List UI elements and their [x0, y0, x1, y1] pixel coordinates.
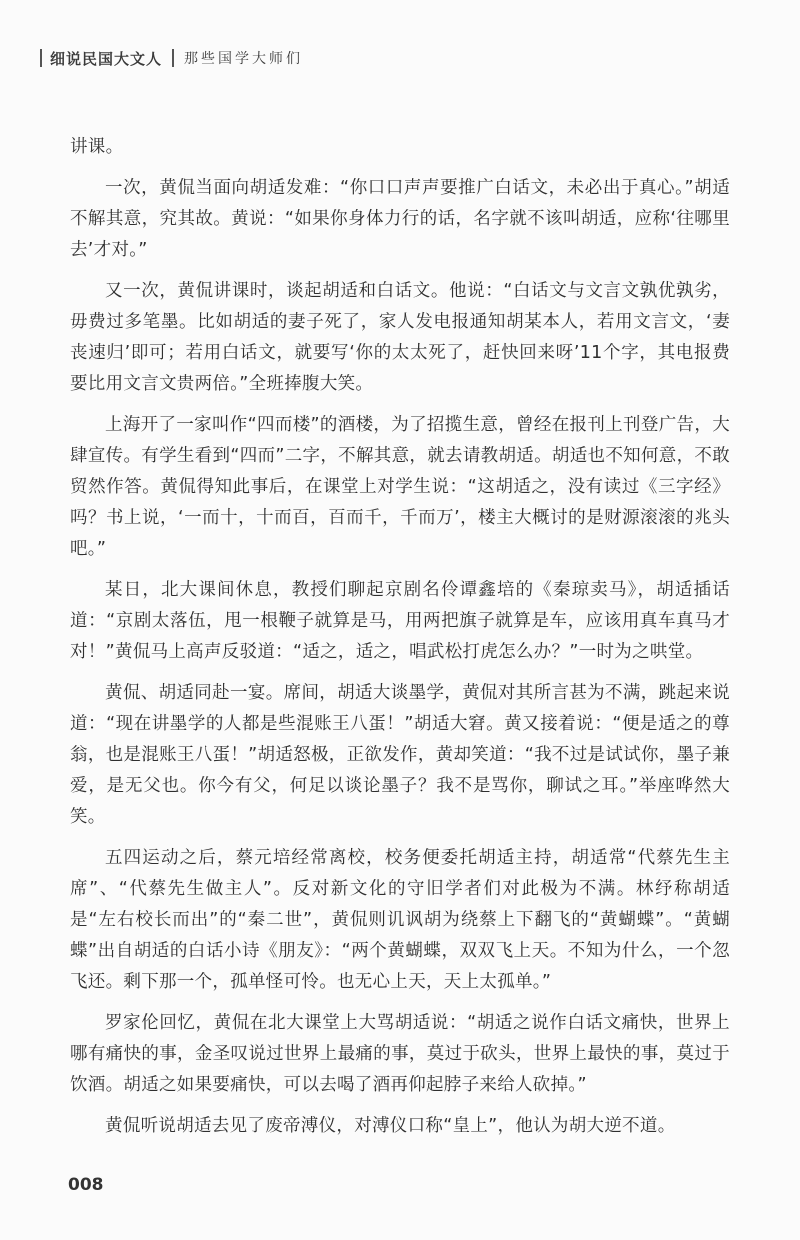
header-mid-divider	[172, 49, 174, 67]
series-title: 细说民国大文人	[50, 49, 163, 68]
paragraph: 又一次，黄侃讲课时，谈起胡适和白话文。他说：“白话文与文言文孰优孰劣，毋费过多笔墨。比如胡适的妻子死了，家人发电报通知胡某本人，若用文言文，‘妻丧速归’即可；若用白话文，就要写‘你的太太死了，赶快回来呀’11个字，其电报费要比用文言文贵两倍。”全班捧腹大笑。	[70, 281, 730, 394]
running-header	[40, 45, 303, 71]
paragraph: 黄侃听说胡适去见了废帝溥仪，对溥仪口称“皇上”，他认为胡大逆不道。	[105, 1116, 676, 1136]
paragraph: 一次，黄侃当面向胡适发难：“你口口声声要推广白话文，未必出于真心。”胡适不解其意，究其故。黄说：“如果你身体力行的话，名字就不该叫胡适，应称‘往哪里去’才对。”	[70, 178, 730, 260]
paragraph: 罗家伦回忆，黄侃在北大课堂上大骂胡适说：“胡适之说作白话文痛快，世界上哪有痛快的事，金圣叹说过世界上最痛的事，莫过于砍头，世界上最快的事，莫过于饮酒。胡适之如果要痛快，可以去喝了酒再仰起脖子来给人砍掉。”	[70, 1013, 730, 1095]
paragraph: 讲课。	[70, 137, 124, 157]
paragraph: 某日，北大课间休息，教授们聊起京剧名伶谭鑫培的《秦琼卖马》，胡适插话道：“京剧太落伍，甩一根鞭子就算是马，用两把旗子就算是车，应该用真车真马才对！”黄侃马上高声反驳道：“适之，适之，唱武松打虎怎么办？”一时为之哄堂。	[70, 580, 730, 662]
book-title: 那些国学大师们	[184, 51, 304, 67]
body-text	[70, 132, 730, 1152]
paragraph: 上海开了一家叫作“四而楼”的酒楼，为了招揽生意，曾经在报刊上刊登广告，大肆宣传。有学生看到“四而”二字，不解其意，就去请教胡适。胡适也不知何意，不敢贸然作答。黄侃得知此事后，在课堂上对学生说：“这胡适之，没有读过《三字经》吗？书上说，‘一而十，十而百，百而千，千而万’，楼主大概讨的是财源滚滚的兆头吧。”	[70, 415, 730, 559]
paragraph: 黄侃、胡适同赴一宴。席间，胡适大谈墨学，黄侃对其所言甚为不满，跳起来说道：“现在讲墨学的人都是些混账王八蛋！”胡适大窘。黄又接着说：“便是适之的尊翁，也是混账王八蛋！”胡适怒极，正欲发作，黄却笑道：“我不过是试试你，墨子兼爱，是无父也。你今有父，何足以谈论墨子？我不是骂你，聊试之耳。”举座哗然大笑。	[70, 683, 730, 827]
header-left-divider	[40, 49, 42, 67]
paragraph: 五四运动之后，蔡元培经常离校，校务便委托胡适主持，胡适常“代蔡先生主席”、“代蔡先生做主人”。反对新文化的守旧学者们对此极为不满。林纾称胡适是“左右校长而出”的“秦二世”，黄侃则讥讽胡为绕蔡上下翻飞的“黄蝴蝶”。“黄蝴蝶”出自胡适的白话小诗《朋友》：“两个黄蝴蝶，双双飞上天。不知为什么，一个忽飞还。剩下那一个，孤单怪可怜。也无心上天，天上太孤单。”	[70, 848, 730, 992]
page-number: 008	[68, 1175, 104, 1195]
